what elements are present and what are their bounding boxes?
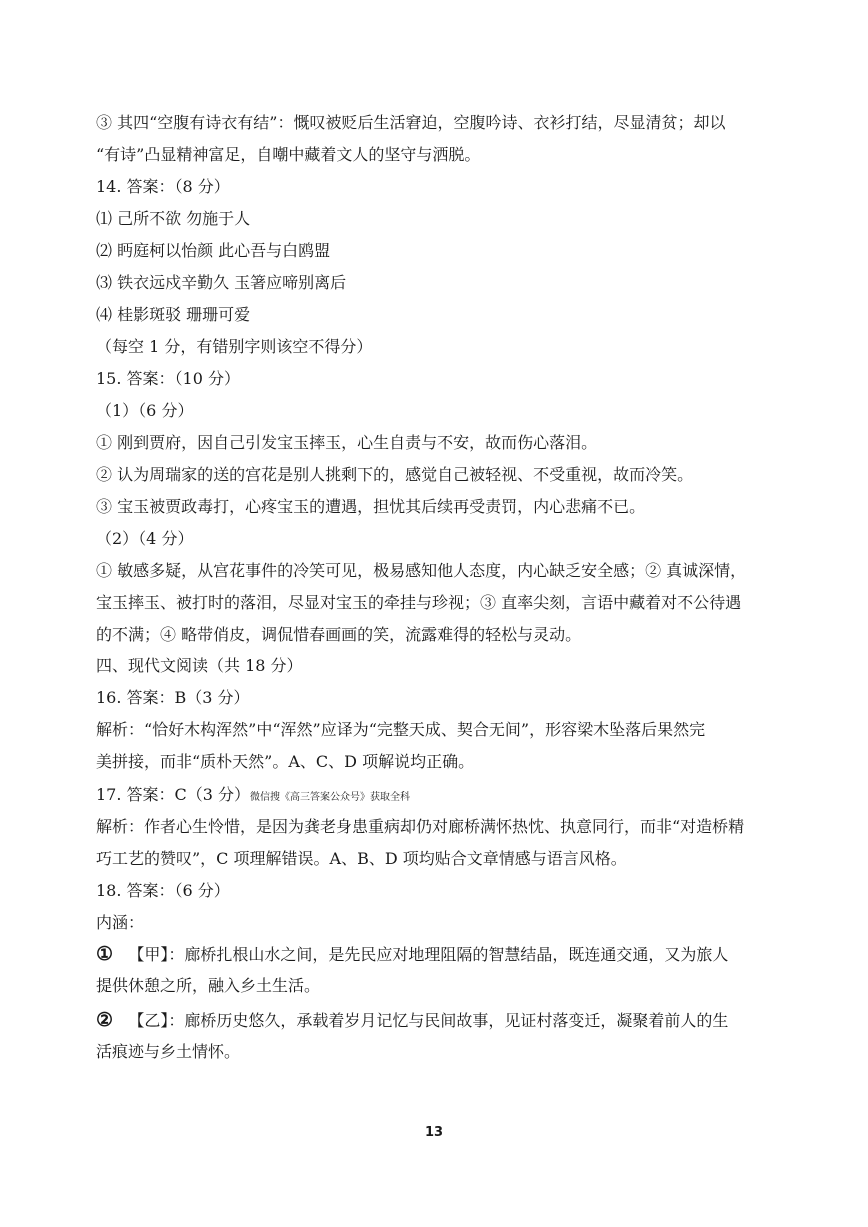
text-line xyxy=(96,1010,776,1031)
answer-heading: 18. 答案：（6 分） xyxy=(96,881,230,900)
answer-heading xyxy=(96,785,776,808)
section-heading: 四、现代文阅读（共 18 分） xyxy=(96,656,303,675)
text-line: “有诗”凸显精神富足，自嘲中藏着文人的坚守与洒脱。 xyxy=(96,145,481,164)
text-line: ⑵ 眄庭柯以怡颜 此心吾与白鸥盟 xyxy=(96,241,331,260)
text-line: 活痕迹与乡土情怀。 xyxy=(96,1042,241,1061)
text-line: 解析：作者心生怜惜，是因为龚老身患重病却仍对廊桥满怀热忱、执意同行，而非“对造桥精 xyxy=(96,817,745,836)
text-line: 的不满；④ 略带俏皮，调侃惜春画画的笑，流露难得的轻松与灵动。 xyxy=(96,625,582,644)
text-line: ⑷ 桂影斑驳 珊珊可爱 xyxy=(96,305,251,324)
text-line: 内涵： xyxy=(96,913,145,932)
text-line: ① 敏感多疑，从宫花事件的冷笑可见，极易感知他人态度，内心缺乏安全感；② 真诚深情， xyxy=(96,561,747,580)
text-line: ⑶ 铁衣远戍辛勤久 玉箸应啼别离后 xyxy=(96,273,347,292)
circled-number: ② xyxy=(96,1009,114,1031)
answer-heading: 16. 答案：B（3 分） xyxy=(96,688,250,707)
text-line: （2）（4 分） xyxy=(96,529,194,548)
text-line: 巧工艺的赞叹”，C 项理解错误。A、B、D 项均贴合文章情感与语言风格。 xyxy=(96,849,627,868)
answer-text: 17. 答案：C（3 分） xyxy=(96,785,251,804)
circled-number: ① xyxy=(96,943,114,965)
line-text: 【乙】：廊桥历史悠久，承载着岁月记忆与民间故事，见证村落变迁，凝聚着前人的生 xyxy=(128,1011,729,1030)
text-line: 解析：“恰好木构浑然”中“浑然”应译为“完整天成、契合无间”，形容梁木坠落后果然完 xyxy=(96,720,706,739)
text-line: ⑴ 己所不欲 勿施于人 xyxy=(96,209,251,228)
watermark-note: 微信搜《高三答案公众号》获取全科 xyxy=(250,792,411,803)
text-line: ③ 宝玉被贾政毒打，心疼宝玉的遭遇，担忧其后续再受责罚，内心悲痛不已。 xyxy=(96,497,646,516)
line-text: 【甲】：廊桥扎根山水之间，是先民应对地理阻隔的智慧结晶，既连通交通，又为旅人 xyxy=(128,945,729,964)
text-line: （1）（6 分） xyxy=(96,401,194,420)
text-line xyxy=(96,944,776,965)
answer-heading: 14. 答案：（8 分） xyxy=(96,177,230,196)
page-number: 13 xyxy=(424,1125,444,1140)
text-line: ① 刚到贾府，因自己引发宝玉摔玉，心生自责与不安，故而伤心落泪。 xyxy=(96,433,598,452)
text-line: ② 认为周瑞家的送的宫花是别人挑剩下的，感觉自己被轻视、不受重视，故而冷笑。 xyxy=(96,465,694,484)
text-line: ③ 其四“空腹有诗衣有结”：慨叹被贬后生活窘迫，空腹吟诗、衣衫打结，尽显清贫；却以 xyxy=(96,113,726,132)
text-line: 美拼接，而非“质朴天然”。A、C、D 项解说均正确。 xyxy=(96,752,475,771)
text-line: 宝玉摔玉、被打时的落泪，尽显对宝玉的牵挂与珍视；③ 直率尖刻，言语中藏着对不公待遇 xyxy=(96,593,742,612)
text-line: （每空 1 分，有错别字则该空不得分） xyxy=(96,337,373,356)
answer-heading: 15. 答案：（10 分） xyxy=(96,369,240,388)
text-line: 提供休憩之所，融入乡土生活。 xyxy=(96,976,321,995)
